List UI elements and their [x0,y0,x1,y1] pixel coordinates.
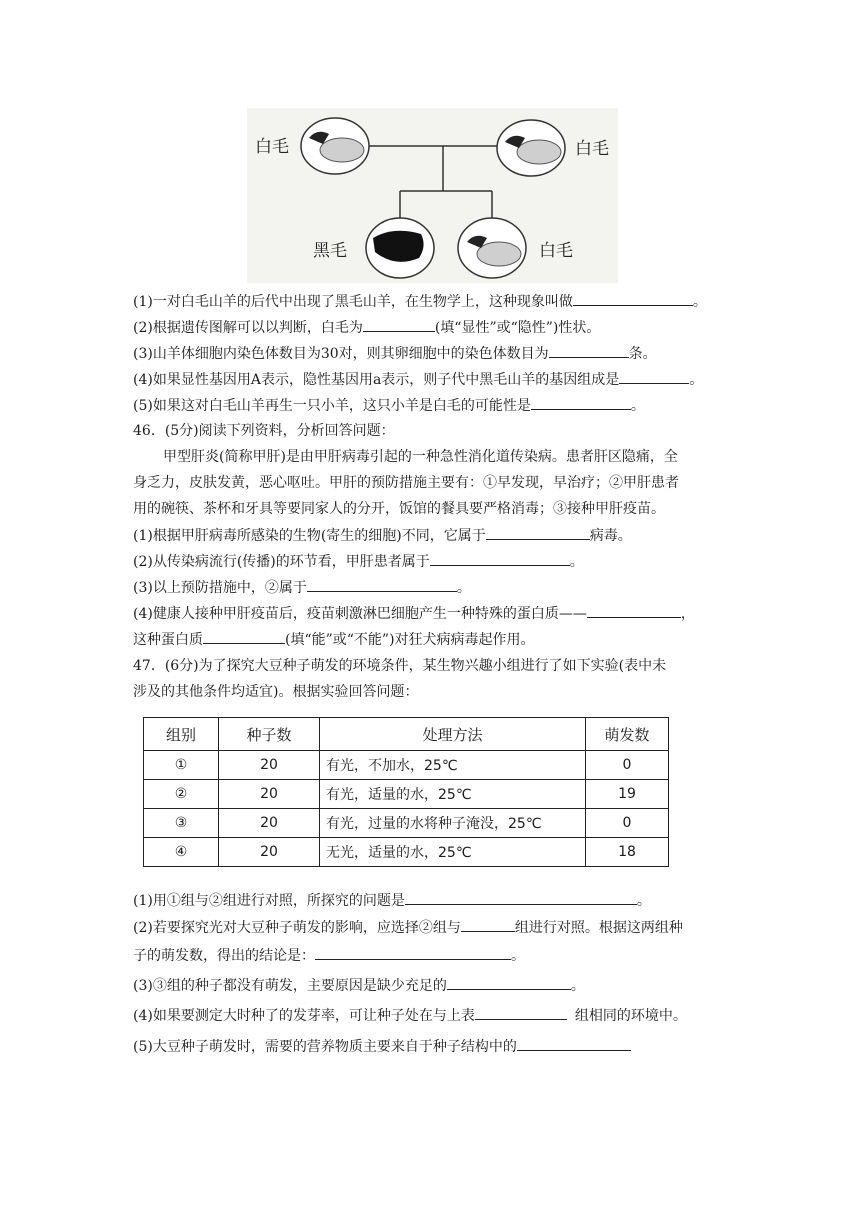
q46-title: 46．(5分)阅读下列资料，分析回答问题： [133,423,395,439]
table-row [144,780,669,809]
q46-text-2a: (2)从传染病流行(传播)的环节看，甲肝患者属于 [133,554,430,570]
cell-seed-count: 20 [219,751,320,780]
answer-blank[interactable] [315,945,511,960]
white-goat-parent-2 [497,120,565,176]
q46-text-1a: (1)根据甲肝病毒所感染的生物(寄生的细胞)不同，它属于 [133,528,486,544]
cell-group: ① [144,751,219,780]
q46-text-4a: (4)健康人接种甲肝疫苗后，疫苗刺激淋巴细胞产生一种特殊的蛋白质—— [133,606,587,622]
cell-germinated: 0 [586,809,669,838]
answer-blank[interactable] [447,975,571,990]
q47-line-1 [133,890,651,911]
cell-group: ③ [144,809,219,838]
q46-line-4 [133,603,695,624]
answer-blank[interactable] [461,917,515,932]
cell-seed-count: 20 [219,780,320,809]
q46-paragraph-2: 身乏力，皮肤发黄，恶心呕吐。甲肝的预防措施主要有：①早发现，早治疗；②甲肝患者 [133,475,679,491]
q47-text-4b: 组相同的环境中。 [574,1008,687,1024]
q47-line-5 [133,1036,631,1057]
q46-text-3a: (3)以上预防措施中，②属于 [133,580,307,596]
cell-germinated: 18 [586,838,669,867]
q45-text-2b: (填“显性”或“隐性”)性状。 [434,320,601,336]
q47-title-1: 47．(6分)为了探究大豆种子萌发的环境条件，某生物兴趣小组进行了如下实验(表中未 [133,658,667,674]
cell-germinated: 19 [586,780,669,809]
q45-line-2 [133,317,600,338]
label-white-top-right: 白毛 [575,139,609,159]
q47-line-2-cont [133,945,525,966]
q45-text-4b: 。 [689,372,704,388]
answer-blank[interactable] [405,890,637,905]
header-seed-count: 种子数 [219,718,320,751]
answer-blank[interactable] [619,369,689,384]
answer-blank[interactable] [587,603,681,618]
table-row [144,838,669,867]
table-header-row [144,718,669,751]
q47-text-1b: 。 [636,893,651,909]
q45-text-1: (1)一对白毛山羊的后代中出现了黑毛山羊，在生物学上，这种现象叫做 [133,294,573,310]
q47-line-4 [133,1005,687,1026]
header-method: 处理方法 [320,718,586,751]
cell-group: ④ [144,838,219,867]
q47-text-5a: (5)大豆种子萌发时，需要的营养物质主要来自于种子结构中的 [133,1039,517,1055]
q45-text-5b: 。 [630,398,645,414]
q45-text-5a: (5)如果这对白毛山羊再生一只小羊，这只小羊是白毛的可能性是 [133,398,531,414]
q45-text-3b: 条。 [628,346,657,362]
cell-group: ② [144,780,219,809]
q47-line-3 [133,975,585,996]
q47-text-2b: 组进行对照。根据这两组种 [514,920,683,936]
q46-paragraph-1: 甲型肝炎(简称甲肝)是由甲肝病毒引起的一种急性消化道传染病。患者肝区隐痛，全 [163,449,678,465]
q45-text-2a: (2)根据遗传图解可以以判断，白毛为 [133,320,363,336]
q47-text-1a: (1)用①组与②组进行对照，所探究的问题是 [133,893,405,909]
q45-line-1 [133,291,707,312]
white-goat-offspring [458,218,526,278]
white-goat-parent-1 [301,118,369,174]
q47-text-3a: (3)③组的种子都没有萌发，主要原因是缺少充足的 [133,978,447,994]
q46-line-5 [133,629,535,650]
cell-seed-count: 20 [219,809,320,838]
answer-blank[interactable] [203,629,285,644]
q45-text-1-end: 。 [692,294,707,310]
label-black-bottom-left: 黑毛 [313,241,347,261]
q46-line-2 [133,551,584,572]
q45-text-3a: (3)山羊体细胞内染色体数目为30对，则其卵细胞中的染色体数目为 [133,346,549,362]
q46-text-2b: 。 [569,554,584,570]
cell-germinated: 0 [586,751,669,780]
q47-title-2: 涉及的其他条件均适宜)。根据实验回答问题： [133,684,419,700]
answer-blank[interactable] [363,317,435,332]
q46-text-5b: (填“能”或“不能”)对狂犬病病毒起作用。 [285,632,535,648]
cell-method: 有光，适量的水，25℃ [320,780,586,809]
q45-line-4 [133,369,703,390]
table-row [144,809,669,838]
q47-text-4a: (4)如果要测定大时种了的发芽率，可让种子处在与上表 [133,1008,475,1024]
q45-text-4a: (4)如果显性基因用A表示，隐性基因用a表示，则子代中黑毛山羊的基因组成是 [133,372,620,388]
answer-blank[interactable] [307,577,457,592]
q47-text-2d: 。 [511,948,525,964]
cell-method: 有光，过量的水将种子淹没，25℃ [320,809,586,838]
table-row [144,751,669,780]
q46-text-4b: ， [680,606,695,622]
q46-line-1 [133,525,632,546]
cell-method: 无光，适量的水，25℃ [320,838,586,867]
q46-text-3b: 。 [456,580,471,596]
answer-blank[interactable] [475,1005,567,1020]
q47-text-2a: (2)若要探究光对大豆种子萌发的影响，应选择②组与 [133,920,461,936]
q46-text-5a: 这种蛋白质 [133,632,203,648]
q46-text-1b: 病毒。 [589,528,632,544]
answer-blank[interactable] [486,525,590,540]
pedigree-diagram [247,108,618,283]
black-goat-offspring [366,218,434,278]
q47-text-3b: 。 [570,978,585,994]
cell-seed-count: 20 [219,838,320,867]
answer-blank[interactable] [573,291,693,306]
label-white-bottom-right: 白毛 [539,241,573,261]
q47-text-2c: 子的萌发数，得出的结论是： [133,948,315,964]
q46-line-3 [133,577,471,598]
q46-paragraph-3: 用的碗筷、茶杯和牙具等要同家人的分开，饭馆的餐具要严格消毒；③接种甲肝疫苗。 [133,501,665,517]
answer-blank[interactable] [549,343,629,358]
answer-blank[interactable] [430,551,570,566]
cell-method: 有光，不加水，25℃ [320,751,586,780]
q47-line-2 [133,917,683,938]
q45-line-3 [133,343,657,364]
header-group: 组别 [144,718,219,751]
experiment-table [143,717,669,867]
q45-line-5 [133,395,645,416]
label-white-top-left: 白毛 [255,137,289,157]
header-germinated: 萌发数 [586,718,669,751]
answer-blank[interactable] [531,395,631,410]
answer-blank[interactable] [517,1036,631,1051]
